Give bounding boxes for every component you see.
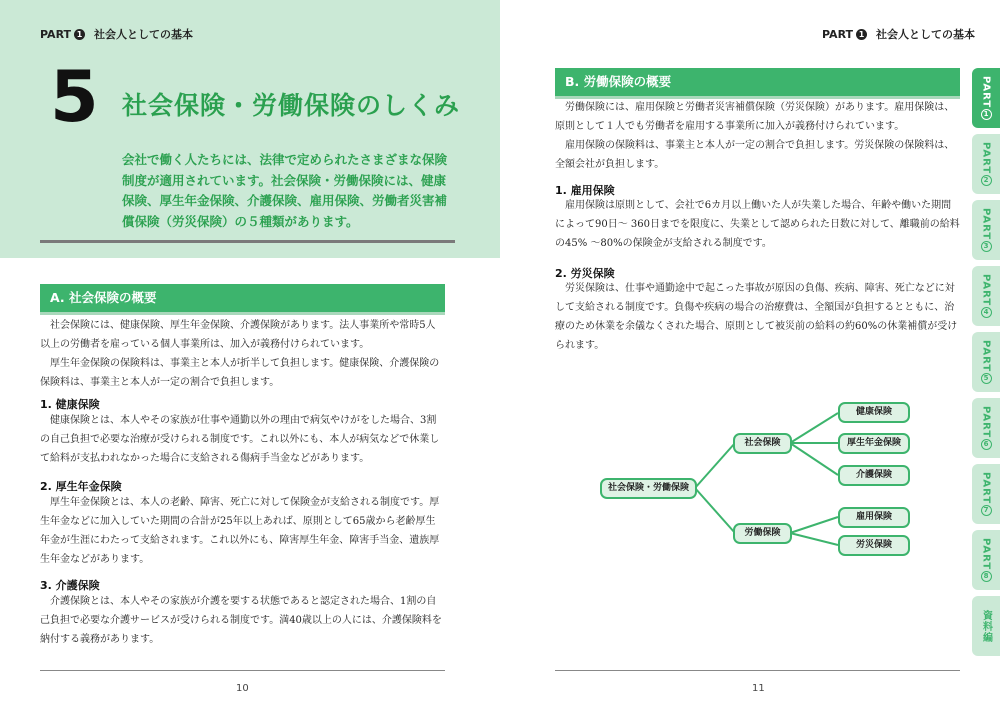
side-tab-number: 2 [981, 175, 992, 186]
section-b-body [555, 98, 960, 174]
item-body-workers-comp [555, 279, 960, 355]
connector-labor-workers-comp [790, 533, 838, 545]
diagram-node-labor: 労働保険 [733, 523, 792, 544]
side-tab-number: 3 [981, 241, 992, 252]
side-tab-label: 資料編 [980, 609, 992, 643]
diagram-node-social: 社会保険 [733, 433, 792, 454]
running-head-title: 社会人としての基本 [94, 28, 194, 41]
side-tab-part-4[interactable] [972, 266, 1000, 326]
side-tab-label: PART [980, 471, 992, 505]
running-head-title: 社会人としての基本 [876, 28, 976, 41]
connector-root-labor [695, 488, 735, 533]
right-footer-rule [555, 670, 960, 671]
side-tab-part-8[interactable] [972, 530, 1000, 590]
side-tab-part-6[interactable] [972, 398, 1000, 458]
paragraph: 雇用保険は原則として、会社で6カ月以上働いた人が失業した場合、年齢や働いた期間によって90日〜 360日までを限度に、失業として認められた日数に対して、離職前の給料の45% 〜80%の保険金が支給される制度です。 [555, 200, 960, 249]
side-tab-number: 8 [981, 571, 992, 582]
diagram-root-node: 社会保険・労働保険 [600, 478, 697, 499]
connector-root-social [695, 443, 735, 488]
part-number-badge: 1 [74, 29, 85, 40]
item-heading-employment: 1. 雇用保険 [555, 184, 615, 197]
insurance-tree-diagram [595, 395, 925, 570]
paragraph: 健康保険とは、本人やその家族が仕事や通勤以外の理由で病気やけがをした場合、3割の自己負担で必要な治療が受けられる制度です。これ以外にも、本人が病気などで休業して給料が支払われなかった場合に支給される傷病手当金などがあります。 [40, 415, 440, 464]
right-running-head [822, 26, 975, 42]
paragraph: 社会保険には、健康保険、厚生年金保険、介護保険があります。法人事業所や常時5人以上の労働者を雇っている個人事業所は、加入が義務付けられています。 [40, 320, 436, 350]
side-tab-label: PART [980, 537, 992, 571]
side-tab-label: PART [980, 207, 992, 241]
connector-labor-employment [790, 517, 838, 533]
item-heading-workers-comp: 2. 労災保険 [555, 267, 615, 280]
part-label: PART [822, 27, 854, 41]
side-tab-label: PART [980, 273, 992, 307]
item-heading-pension: 2. 厚生年金保険 [40, 480, 122, 493]
item-heading-care: 3. 介護保険 [40, 579, 100, 592]
diagram-leaf-workers-comp: 労災保険 [838, 535, 910, 556]
side-tab-label: PART [980, 405, 992, 439]
connector-social-health [790, 413, 838, 443]
side-tab-label: PART [980, 339, 992, 373]
paragraph: 介護保険とは、本人やその家族が介護を要する状態であると認定された場合、1割の自己負担で必要な介護サービスが受けられる制度です。満40歳以上の人には、介護保険料を納付する義務があります。 [40, 596, 442, 645]
left-page-number: 10 [236, 683, 249, 694]
section-a-heading: A. 社会保険の概要 [40, 284, 445, 312]
side-tab-number: 6 [981, 439, 992, 450]
item-body-care [40, 592, 445, 649]
paragraph: 労災保険は、仕事や通勤途中で起こった事故が原因の負傷、疾病、障害、死亡などに対して支給される制度です。負傷や疾病の場合の治療費は、全額国が負担するとともに、治療のため休業を余儀なくされた場合、原則として被災前の給料の約60%の休業補償が受けられます。 [555, 283, 958, 351]
side-tab-label: PART [980, 141, 992, 175]
side-tab-part-5[interactable] [972, 332, 1000, 392]
diagram-leaf-health: 健康保険 [838, 402, 910, 423]
section-b-heading: B. 労働保険の概要 [555, 68, 960, 96]
chapter-title: 社会保険・労働保険のしくみ [122, 91, 461, 120]
diagram-leaf-pension: 厚生年金保険 [838, 433, 910, 454]
side-tab-number: 5 [981, 373, 992, 384]
part-number-badge: 1 [856, 29, 867, 40]
side-tab-label: PART [980, 75, 992, 109]
intro-divider [40, 240, 455, 243]
right-page-number: 11 [752, 683, 765, 694]
item-heading-health: 1. 健康保険 [40, 398, 100, 411]
side-tab-number: 7 [981, 505, 992, 516]
left-footer-rule [40, 670, 445, 671]
chapter-number: 5 [50, 56, 99, 138]
side-tab-number: 1 [981, 109, 992, 120]
section-a-body [40, 316, 445, 392]
paragraph: 労働保険には、雇用保険と労働者災害補償保険（労災保険）があります。雇用保険は、原則として１人でも労働者を雇用する事業所に加入が義務付けられています。 [555, 102, 955, 132]
side-tab-part-7[interactable] [972, 464, 1000, 524]
connector-social-care [790, 443, 838, 475]
side-tab-part-1[interactable] [972, 68, 1000, 128]
paragraph: 雇用保険の保険料は、事業主と本人が一定の割合で負担します。労災保険の保険料は、全額会社が負担します。 [555, 140, 955, 170]
part-label: PART [40, 27, 72, 41]
left-running-head [40, 26, 193, 42]
side-tab-number: 4 [981, 307, 992, 318]
side-tab-part-3[interactable] [972, 200, 1000, 260]
diagram-leaf-employment: 雇用保険 [838, 507, 910, 528]
paragraph: 厚生年金保険の保険料は、事業主と本人が折半して負担します。健康保険、介護保険の保険料は、事業主と本人が一定の割合で負担します。 [40, 358, 440, 388]
side-tab-appendix[interactable] [972, 596, 1000, 656]
paragraph: 厚生年金保険とは、本人の老齢、障害、死亡に対して保険金が支給される制度です。厚生年金などに加入していた期間の合計が25年以上あれば、原則として65歳から老齢厚生年金が生涯にわたって支給されます。これ以外にも、障害厚生年金、障害手当金、遺族厚生年金などがあります。 [40, 497, 440, 565]
chapter-intro: 会社で働く人たちには、法律で定められたさまざまな保険制度が適用されています。社会保険・労働保険には、健康保険、厚生年金保険、介護保険、雇用保険、労働者災害補償保険（労災保険）の５種類があります。 [122, 152, 448, 229]
side-tab-part-2[interactable] [972, 134, 1000, 194]
item-body-health [40, 411, 445, 468]
diagram-leaf-care: 介護保険 [838, 465, 910, 486]
item-body-employment [555, 196, 960, 253]
item-body-pension [40, 493, 445, 569]
